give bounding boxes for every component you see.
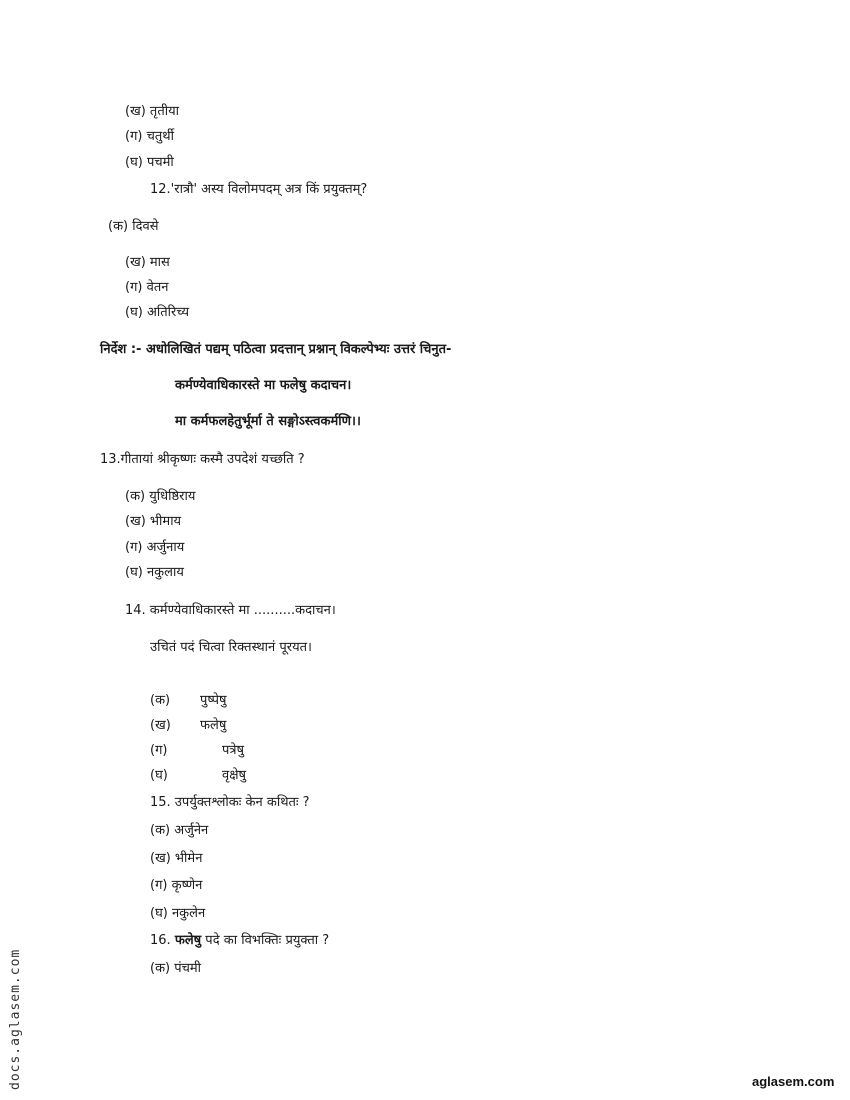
option-text: पत्रेषु bbox=[222, 743, 245, 758]
verse-line: मा कर्मफलहेतुर्भूर्मा ते सङ्गोऽस्त्वकर्मणि।। bbox=[175, 414, 361, 429]
option-label: (घ) bbox=[150, 768, 168, 783]
option-line: (ख) तृतीया bbox=[125, 104, 180, 119]
option-line: (क) पंचमी bbox=[150, 961, 202, 976]
question-16-text: पदे का विभक्तिः प्रयुक्ता ? bbox=[201, 933, 330, 948]
option-line: (घ) नकुलेन bbox=[150, 906, 206, 921]
footer-brand: aglasem.com bbox=[752, 1074, 835, 1089]
option-text: फलेषु bbox=[200, 718, 227, 733]
verse-line: कर्मण्येवाधिकारस्ते मा फलेषु कदाचन। bbox=[175, 378, 352, 393]
option-line: (ख) मास bbox=[125, 255, 170, 270]
option-line: (घ) अतिरिच्य bbox=[125, 305, 190, 320]
option-line: (ख) भीमेन bbox=[150, 851, 203, 866]
option-line: (ग) चतुर्थी bbox=[125, 129, 174, 144]
question-14: 14. कर्मण्येवाधिकारस्ते मा ..........कदाचन। bbox=[125, 603, 336, 618]
question-16 bbox=[150, 933, 329, 949]
option-line: (ग) कृष्णेन bbox=[150, 878, 203, 893]
question-15: 15. उपर्युक्तश्लोकः केन कथितः ? bbox=[150, 795, 310, 810]
side-watermark: docs.aglasem.com bbox=[8, 948, 23, 1090]
option-line: (क) युधिष्ठिराय bbox=[125, 489, 196, 504]
option-line: (घ) पचमी bbox=[125, 155, 174, 170]
question-13: 13.गीतायां श्रीकृष्णः कस्मै उपदेशं यच्छति ? bbox=[100, 452, 305, 467]
instruction: निर्देश :- अधोलिखितं पद्यम् पठित्वा प्रदत्तान् प्रश्नान् विकल्पेभ्यः उत्तरं चिनुत- bbox=[100, 342, 452, 357]
option-text: वृक्षेषु bbox=[222, 768, 247, 783]
option-line: (क) अर्जुनेन bbox=[150, 823, 209, 838]
option-line: (ख) भीमाय bbox=[125, 514, 182, 529]
option-line: (ग) वेतन bbox=[125, 280, 169, 295]
option-label: (ख) bbox=[150, 718, 171, 733]
question-16-bold-word: फलेषु bbox=[174, 933, 202, 948]
option-line: (क) दिवसे bbox=[108, 219, 159, 234]
question-14-instruction: उचितं पदं चित्वा रिक्तस्थानं पूरयत। bbox=[150, 640, 312, 655]
option-label: (ग) bbox=[150, 743, 168, 758]
option-line: (ग) अर्जुनाय bbox=[125, 540, 185, 555]
option-label: (क) bbox=[150, 693, 171, 708]
question-16-number: 16. bbox=[150, 933, 175, 948]
option-line: (घ) नकुलाय bbox=[125, 565, 184, 580]
question-12: 12.'रात्रौ' अस्य विलोमपदम् अत्र किं प्रयुक्तम्? bbox=[150, 182, 368, 197]
option-text: पुष्पेषु bbox=[200, 693, 227, 708]
